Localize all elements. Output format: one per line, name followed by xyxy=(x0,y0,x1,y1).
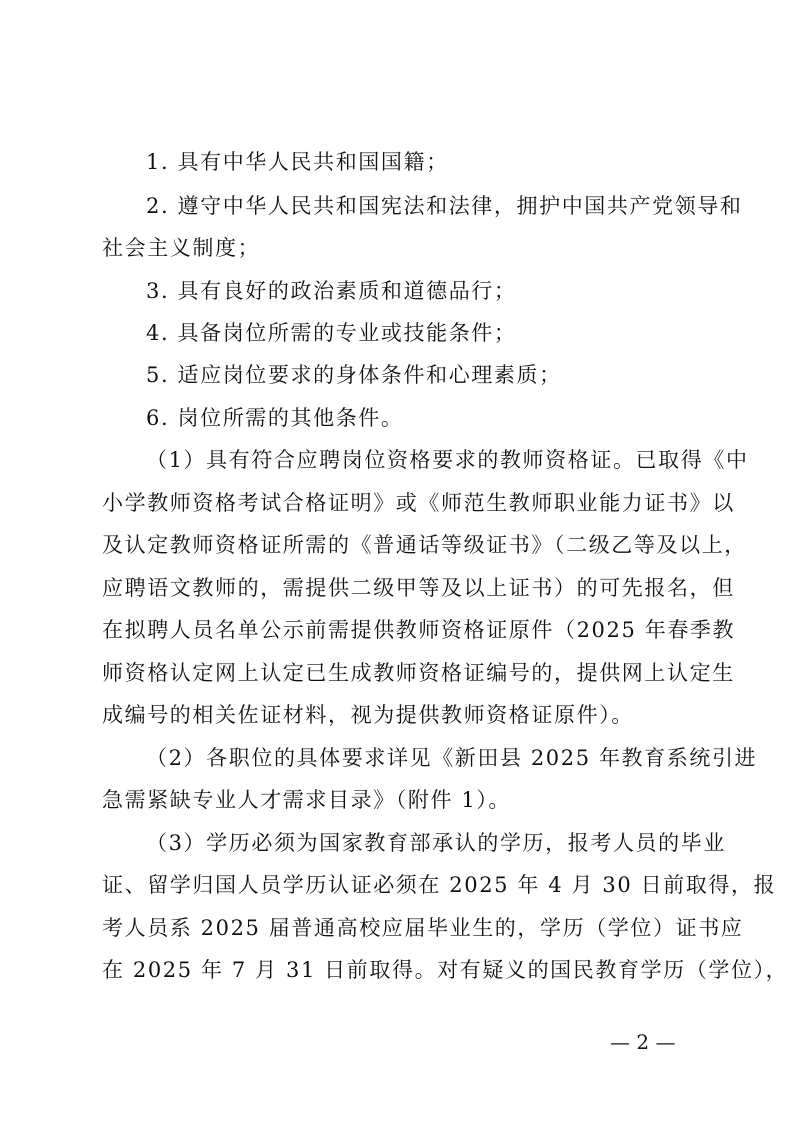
clause-1-line-5: 在拟聘人员名单公示前需提供教师资格证原件（2025 年春季教 xyxy=(102,618,736,642)
requirement-2-line-1: 2. 遵守中华人民共和国宪法和法律，拥护中国共产党领导和 xyxy=(146,194,743,218)
clause-3-line-1: （3）学历必须为国家教育部承认的学历，报考人员的毕业 xyxy=(146,831,726,855)
requirement-1: 1. 具有中华人民共和国国籍； xyxy=(146,150,449,174)
requirement-6: 6. 岗位所需的其他条件。 xyxy=(146,406,404,430)
clause-3-line-3: 考人员系 2025 届普通高校应届毕业生的，学历（学位）证书应 xyxy=(102,916,744,940)
clause-2-line-1: （2）各职位的具体要求详见《新田县 2025 年教育系统引进 xyxy=(146,746,758,770)
page-number: — 2 — xyxy=(610,1030,676,1054)
clause-1-line-4: 应聘语文教师的，需提供二级甲等及以上证书）的可先报名，但 xyxy=(102,576,735,600)
clause-2-line-2: 急需紧缺专业人才需求目录》（附件 1）。 xyxy=(102,788,512,812)
requirement-3: 3. 具有良好的政治素质和道德品行； xyxy=(146,279,517,303)
clause-3-line-4: 在 2025 年 7 月 31 日前取得。对有疑义的国民教育学历（学位）， xyxy=(102,958,789,982)
clause-1-line-3: 及认定教师资格证所需的《普通话等级证书》（二级乙等及以上， xyxy=(102,533,747,557)
clause-1-line-6: 师资格认定网上认定已生成教师资格证编号的，提供网上认定生 xyxy=(102,661,735,685)
clause-1-line-7: 成编号的相关佐证材料，视为提供教师资格证原件）。 xyxy=(102,703,634,727)
clause-1-line-2: 小学教师资格考试合格证明》或《师范生教师职业能力证书》以 xyxy=(102,491,735,515)
clause-1-line-1: （1）具有符合应聘岗位资格要求的教师资格证。已取得《中 xyxy=(146,448,749,472)
requirement-4: 4. 具备岗位所需的专业或技能条件； xyxy=(146,321,517,345)
clause-3-line-2: 证、留学归国人员学历认证必须在 2025 年 4 月 30 日前取得，报 xyxy=(102,873,777,897)
requirement-5: 5. 适应岗位要求的身体条件和心理素质； xyxy=(146,363,562,387)
requirement-2-line-2: 社会主义制度； xyxy=(102,236,261,260)
